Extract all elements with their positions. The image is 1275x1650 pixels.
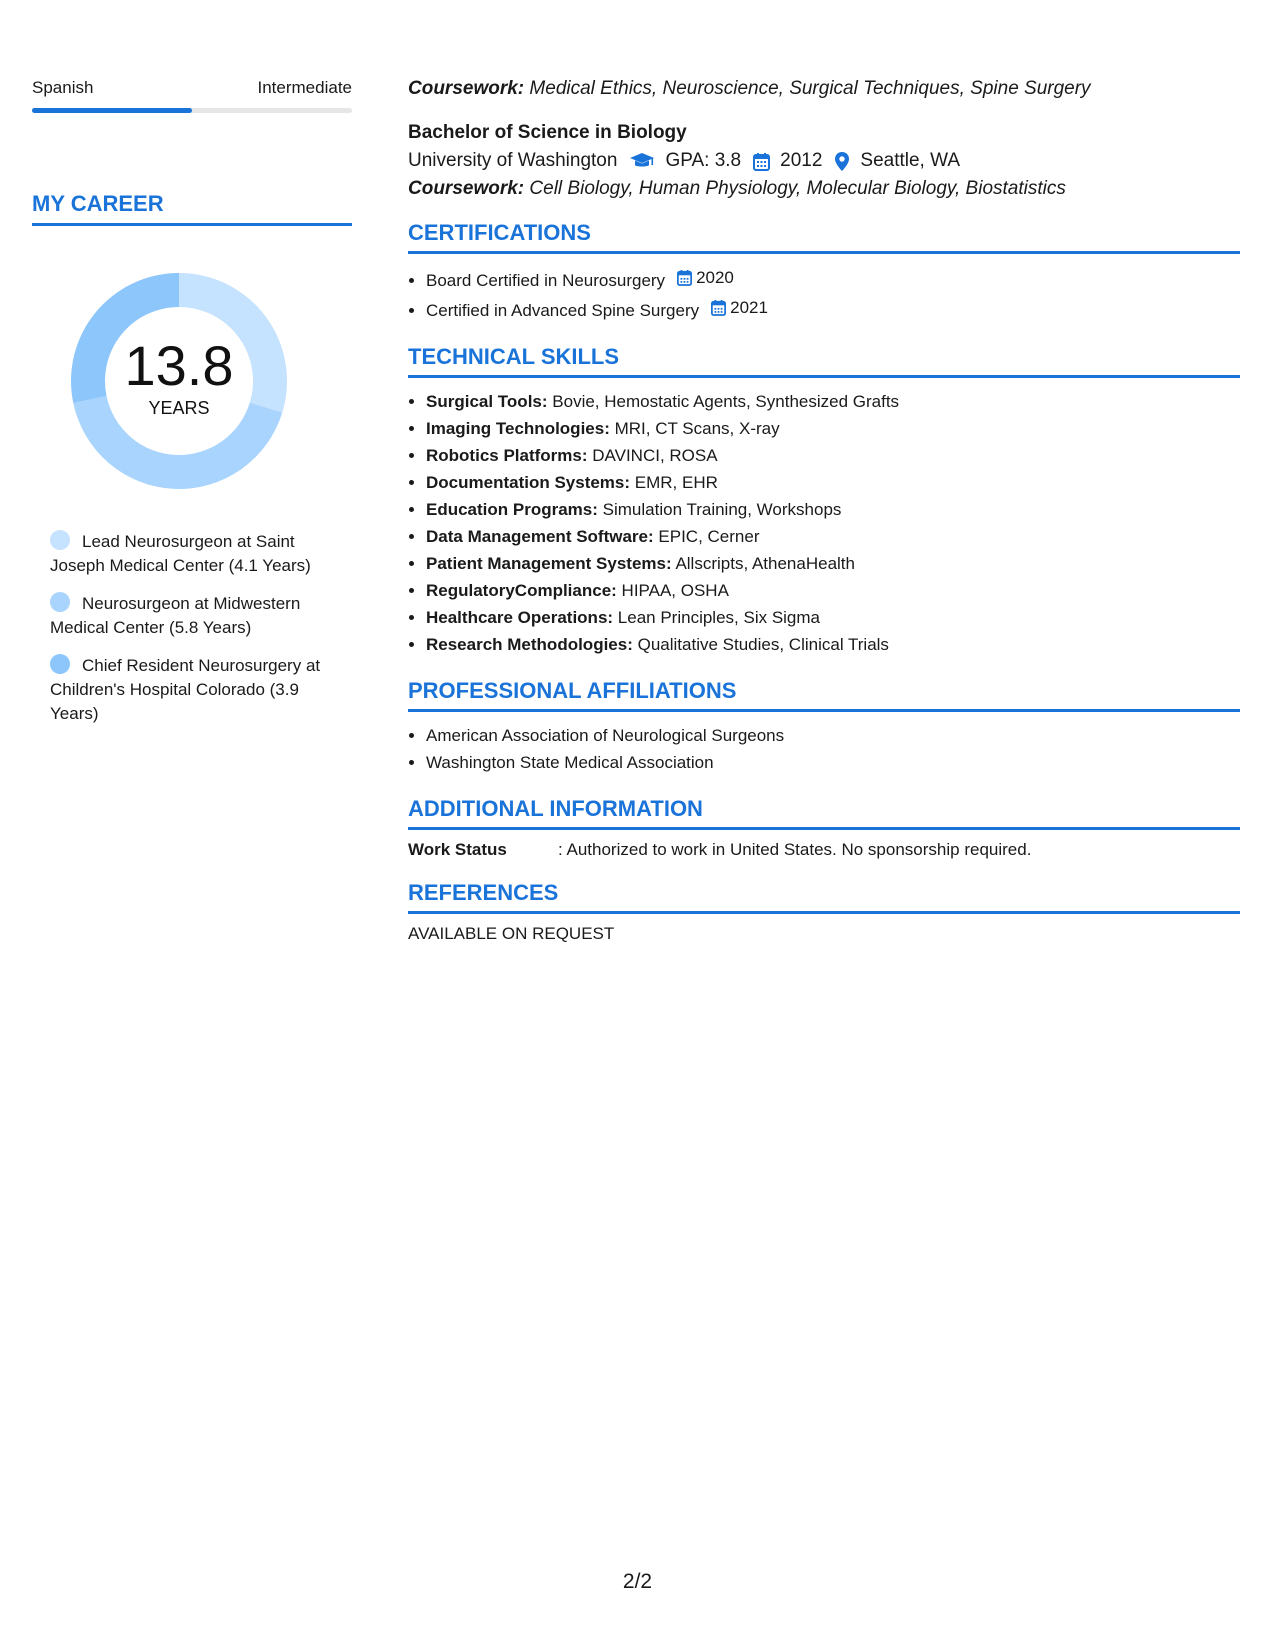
skill-label: Documentation Systems: — [426, 473, 631, 492]
affiliations-heading: PROFESSIONAL AFFILIATIONS — [408, 678, 1240, 712]
skill-value: Bovie, Hemostatic Agents, Synthesized Grafts — [552, 392, 900, 411]
skill-item — [426, 631, 1240, 658]
certifications-heading: CERTIFICATIONS — [408, 220, 1240, 254]
graduation-cap-icon — [629, 152, 655, 170]
career-legend — [50, 530, 335, 726]
work-status-value: : Authorized to work in United States. No sponsorship required. — [558, 840, 1032, 859]
coursework — [408, 178, 1240, 200]
career-donut-chart — [64, 266, 294, 496]
skill-value: HIPAA, OSHA — [621, 581, 729, 600]
skill-label: Education Programs: — [426, 500, 598, 519]
career-total-value: 13.8 — [124, 334, 234, 397]
language-row — [32, 78, 352, 98]
page-number: 2/2 — [622, 1570, 653, 1593]
certification-name: Certified in Advanced Spine Surgery — [426, 301, 700, 320]
education-location: Seattle, WA — [860, 150, 961, 171]
skill-value: Allscripts, AthenaHealth — [675, 554, 855, 573]
legend-item — [50, 654, 335, 726]
certifications-list — [408, 264, 1240, 324]
coursework-label: Coursework: — [408, 178, 525, 199]
certification-item — [426, 264, 1240, 294]
skill-value: EPIC, Cerner — [658, 527, 760, 546]
skill-label: RegulatoryCompliance: — [426, 581, 617, 600]
skill-item — [426, 577, 1240, 604]
skill-item — [426, 469, 1240, 496]
language-proficiency-bar — [32, 108, 352, 113]
certification-name: Board Certified in Neurosurgery — [426, 271, 666, 290]
career-total-unit: YEARS — [148, 398, 210, 418]
skill-item — [426, 415, 1240, 442]
affiliation-item: • American Association of Neurological Surgeons — [426, 722, 1240, 749]
main-content — [408, 78, 1240, 944]
legend-dot — [50, 592, 70, 612]
degree-title: Bachelor of Science in Biology — [408, 122, 687, 143]
prev-coursework — [408, 78, 1240, 100]
skill-label: Healthcare Operations: — [426, 608, 614, 627]
skills-heading: TECHNICAL SKILLS — [408, 344, 1240, 378]
skill-value: Qualitative Studies, Clinical Trials — [637, 635, 889, 654]
gpa: GPA: 3.8 — [665, 150, 742, 171]
legend-label: Lead Neurosurgeon at Saint Joseph Medical Center (4.1 Years) — [50, 532, 311, 575]
skill-label: Surgical Tools: — [426, 392, 548, 411]
language-name: Spanish — [32, 78, 94, 97]
affiliation-item: • Washington State Medical Association — [426, 749, 1240, 776]
legend-label: Neurosurgeon at Midwestern Medical Center (5.8 Years) — [50, 594, 301, 637]
skill-label: Research Methodologies: — [426, 635, 633, 654]
affiliations-list — [408, 722, 1240, 776]
legend-dot — [50, 530, 70, 550]
calendar-icon — [753, 152, 770, 171]
language-level: Intermediate — [257, 78, 352, 97]
skill-item — [426, 388, 1240, 415]
coursework-text: Cell Biology, Human Physiology, Molecular Biology, Biostatistics — [529, 178, 1066, 199]
location-pin-icon — [834, 151, 850, 172]
school-name: University of Washington — [408, 150, 618, 171]
certification-item — [426, 294, 1240, 324]
education-meta — [408, 150, 1240, 172]
skill-value: Simulation Training, Workshops — [602, 500, 842, 519]
references-text: AVAILABLE ON REQUEST — [408, 924, 615, 943]
skill-item — [426, 496, 1240, 523]
skill-label: Robotics Platforms: — [426, 446, 588, 465]
certification-year: 2020 — [696, 268, 734, 287]
skill-item — [426, 442, 1240, 469]
skill-item — [426, 523, 1240, 550]
skill-value: MRI, CT Scans, X-ray — [614, 419, 780, 438]
skills-list — [408, 388, 1240, 658]
skill-item — [426, 550, 1240, 577]
calendar-icon — [677, 269, 692, 286]
certification-year: 2021 — [730, 298, 768, 317]
work-status-label: Work Status — [408, 840, 507, 859]
skill-value: DAVINCI, ROSA — [592, 446, 718, 465]
graduation-year: 2012 — [780, 150, 823, 171]
references-heading: REFERENCES — [408, 880, 1240, 914]
skill-value: Lean Principles, Six Sigma — [617, 608, 821, 627]
work-status-row — [408, 840, 1240, 860]
skill-label: Data Management Software: — [426, 527, 654, 546]
language-proficiency-fill — [32, 108, 192, 113]
sidebar — [32, 78, 352, 740]
coursework-label: Coursework: — [408, 78, 525, 99]
calendar-icon — [711, 299, 726, 316]
skill-item — [426, 604, 1240, 631]
additional-info-heading: ADDITIONAL INFORMATION — [408, 796, 1240, 830]
skill-value: EMR, EHR — [634, 473, 718, 492]
career-heading: MY CAREER — [32, 191, 352, 226]
skill-label: Patient Management Systems: — [426, 554, 672, 573]
legend-label: Chief Resident Neurosurgery at Children's Hospital Colorado (3.9 Years) — [50, 656, 321, 723]
legend-item — [50, 530, 335, 578]
coursework-text: Medical Ethics, Neuroscience, Surgical Techniques, Spine Surgery — [529, 78, 1091, 99]
legend-dot — [50, 654, 70, 674]
legend-item — [50, 592, 335, 640]
skill-label: Imaging Technologies: — [426, 419, 610, 438]
